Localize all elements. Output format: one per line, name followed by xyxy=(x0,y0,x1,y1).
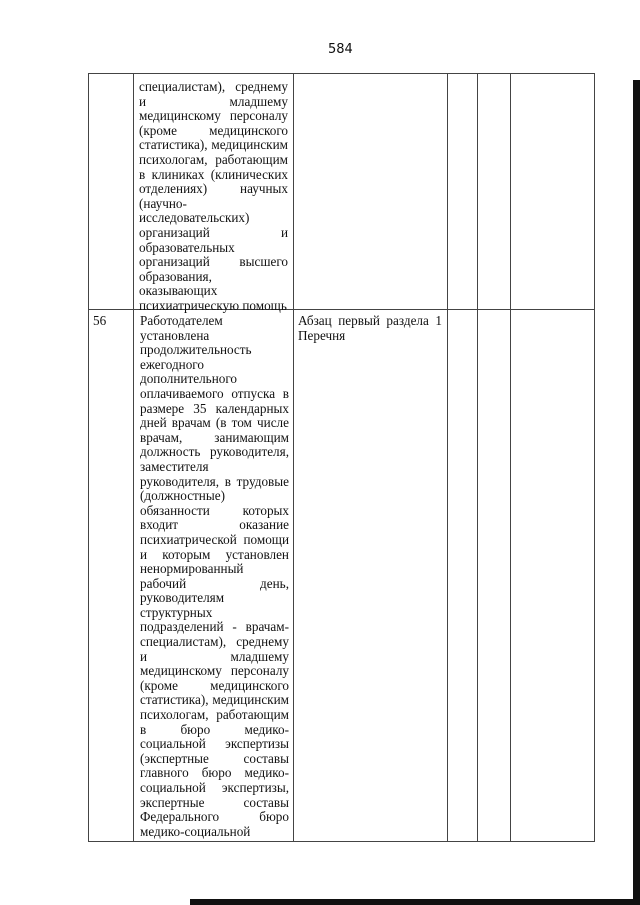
text-line: исследовательских) xyxy=(139,210,250,226)
text-line: экспертные составы xyxy=(140,795,289,810)
text-line: продолжительность xyxy=(140,342,252,358)
text-line: дней врачам (в том числе xyxy=(140,416,289,431)
scan-artifact-edge xyxy=(633,80,640,905)
text-line: установлена xyxy=(140,327,210,343)
text-line: и младшему xyxy=(140,649,289,664)
text-line: (должностные) xyxy=(140,488,225,504)
text-line: структурных xyxy=(140,604,213,620)
text-line: социальной экспертизы xyxy=(140,737,289,752)
text-line: психиатрической помощи xyxy=(140,532,289,547)
row-number: 56 xyxy=(93,313,107,328)
text-line: медико-социальной xyxy=(140,823,251,839)
text-line: организаций высшего xyxy=(139,255,288,270)
text-line: рабочий день, xyxy=(140,576,289,591)
text-line: (научно- xyxy=(139,195,187,211)
text-line: социальной экспертизы, xyxy=(140,781,289,795)
text-line: ежегодного xyxy=(140,356,204,372)
text-line: психологам, работающим xyxy=(140,708,289,723)
text-line: размере 35 календарных xyxy=(140,401,289,416)
column-divider xyxy=(133,73,134,842)
text-line: медицинскому персоналу xyxy=(139,109,288,124)
text-line: статистика), медицинским xyxy=(139,138,288,153)
page-number: 584 xyxy=(328,42,353,57)
text-line: Федерального бюро xyxy=(140,810,289,825)
text-line: главного бюро медико- xyxy=(140,766,289,781)
text-line: (кроме медицинского xyxy=(140,678,289,693)
text-line: и которым установлен xyxy=(140,547,289,562)
text-line: Работодателем xyxy=(140,313,223,328)
text-line: Перечня xyxy=(298,327,346,343)
row-description xyxy=(139,80,288,314)
text-line: подразделений - врачам- xyxy=(140,620,289,635)
text-line: ненормированный xyxy=(140,561,244,577)
scan-artifact-bottom xyxy=(190,899,640,905)
text-line: специалистам), среднему xyxy=(140,635,289,650)
text-line: входит оказание xyxy=(140,518,289,533)
text-line: заместителя xyxy=(140,458,209,474)
text-line: врачам, занимающим xyxy=(140,430,289,445)
text-line: оплачиваемого отпуска в xyxy=(140,386,289,401)
text-line: обязанности которых xyxy=(140,503,289,518)
text-line: психиатрическую помощь xyxy=(139,297,287,313)
text-line: оказывающих xyxy=(139,283,218,299)
text-line: руководителям xyxy=(140,590,225,606)
text-line: психологам, работающим xyxy=(139,152,288,167)
column-divider xyxy=(293,73,294,842)
text-line: в клиниках (клинических xyxy=(139,167,288,182)
text-line: и младшему xyxy=(139,94,288,109)
text-line: руководителя, в трудовые xyxy=(140,474,289,489)
text-line: (кроме медицинского xyxy=(139,123,288,138)
text-line: дополнительного xyxy=(140,371,238,387)
text-line: в бюро медико- xyxy=(140,722,289,737)
text-line: статистика), медицинским xyxy=(140,693,289,708)
text-line: отделениях) научных xyxy=(139,182,288,197)
column-divider xyxy=(510,73,511,842)
column-divider xyxy=(447,73,448,842)
row-reference xyxy=(298,314,442,343)
text-line: специалистам), среднему xyxy=(139,80,288,94)
text-line: (экспертные составы xyxy=(140,751,289,766)
text-line: организаций и xyxy=(139,225,288,240)
text-line: образования, xyxy=(139,268,212,284)
text-line: должность руководителя, xyxy=(140,445,289,460)
text-line: образовательных xyxy=(139,239,235,255)
column-divider xyxy=(477,73,478,842)
row-description xyxy=(140,314,289,839)
text-line: Абзац первый раздела 1 xyxy=(298,314,442,328)
text-line: медицинскому персоналу xyxy=(140,664,289,679)
